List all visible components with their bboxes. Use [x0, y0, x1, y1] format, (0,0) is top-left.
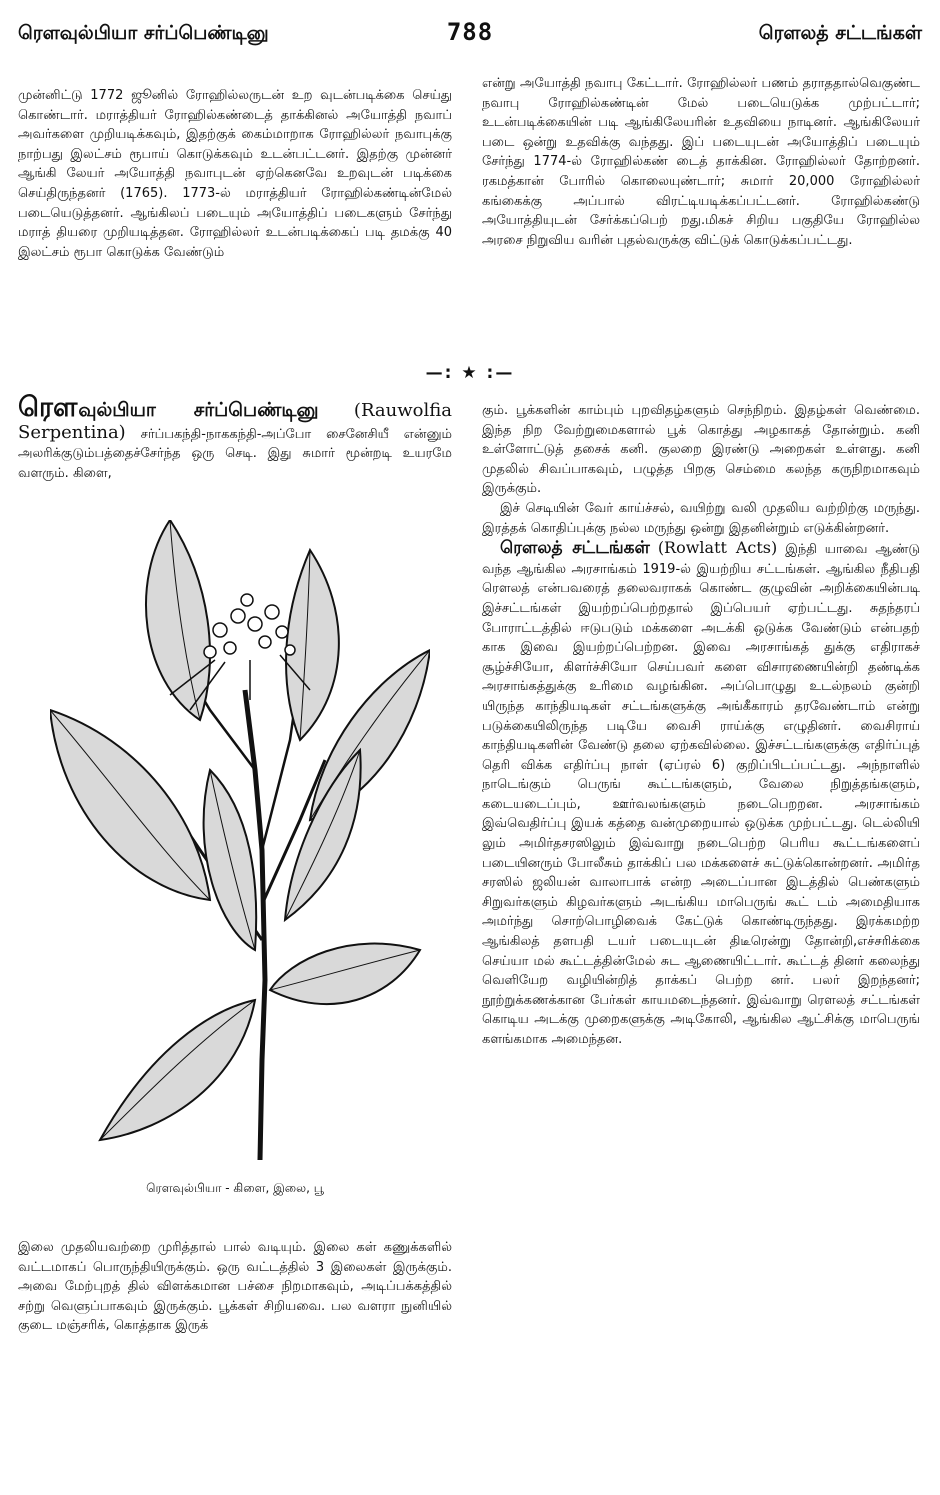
- rowlatt-text: இந்தி யாவை ஆண்டு வந்த ஆங்கில அரசாங்கம் 1919-ல் இயற்றிய சட்டங்கள். ஆங்கில நீதிபதி ரௌலத் என்பவரைத் தலைவராகக் கொண்ட குழுவின் அறிக்கையின்படி இச்சட்டங்கள் இயற்றப்பெற்றதால் இப்பெயர் ஏற்பட்டது. சுதந்தரப் போராட்டத்தில் ஈடுபடும் மக்களை அடக்கி ஒடுக்க வேண்டும் என்பதற் காக இவை இயற்றப்பெற்றன. இவை அரசாங்கத் துக்கு எதிராகச் சூழ்ச்சியோ, கிளர்ச்சியோ செய்பவர் களை விசாரணையின்றி தண்டிக்க அரசாங்கத்துக்கு உரிமை வழங்கின. அப்பொழுது உடல்நலம் குன்றி யிருந்த காந்தியடிகள் சட்டங்களுக்கு அங்கீகாரம் தரவேண்டாம் என்று படுக்கையிலிருந்த படியே வைசி ராய்க்கு எழுதினர். வைசிராய் காந்தியடிகளின் வேண்டு தலை ஏற்கவில்லை. இச்சட்டங்களுக்கு எதிர்ப்புத் தெரி விக்க எதிர்ப்பு நாள் (ஏப்ரல் 6) குறிப்பிடப்பட்டது. அந்நாளில் நாடெங்கும் பெருங் கூட்டங்களும், வேலை நிறுத்தங்களும், கடையடைப்பும், ஊர்வலங்களும் நடைபெறறன. அரசாங்கம் இவ்வெதிர்ப்பு இயக் கத்தை வன்முறையால் ஒடுக்க முற்பட்டது. டெல்லியி லும் அமிர்தசரஸிலும் இவ்வாறு நடைபெற்ற பெரிய கூட்டங்களைப் படையினரும் போலீசும் தாக்கிப் பல மக்களைச் சுட்டுக்கொன்றனர். அமிர்த சரஸில் ஜலியன் வாலாபாக் என்ற அடைப்பான இடத்தில் பெண்களும் சிறுவர்களும் கிழவர்களும் அடங்கிய மாபெருங் கூட் டம் அமைதியாக அமர்ந்து சொற்பொழிவைக் கேட்டுக் கொண்டிருந்தது. இரக்கமற்ற ஆங்கிலத் தளபதி டயர் படையுடன் திடீரென்று தோன்றி,எச்சரிக்கை செய்யா மல் கூட்டத்தின்மேல் சுட ஆணையிட்டார். கூட்டத் தினர் கலைந்து வெளியேற வழியின்றித் தாக்கப் பெற்ற னர். பலர் இறந்தனர்; நூற்றுக்கணக்கான பேர்கள் காயமடைந்தனர். இவ்வாறு ரௌலத் சட்டங்கள் கொடிய அடக்கு முறைகளுக்கு அடிகோலி, ஆங்கில ஆட்சிக்கு மாபெருங் களங்கமாக அமைந்தன.: [482, 542, 920, 1047]
- rauwolfia-flower-fruit-text: கும். பூக்களின் காம்பும் புறவிதழ்களும் செந்நிறம். இதழ்கள் வெண்மை. இந்த நிற வேற்றுமைகளால் பூக் கொத்து அழகாகத் தோன்றும். கனி உள்ளோட்டுத் தசைக் கனி. குலறை இரண்டு அறைகள் உள்ளது. கனி முதலில் சிவப்பாகவும், பழுத்த பிறகு செம்மை கலந்த கருநிறமாகவும் இருக்கும்.: [482, 403, 920, 497]
- rauwolfia-headword-rest: வுல்பியா சர்ப்பெண்டினு: [78, 399, 319, 421]
- rauwolfia-latin-name: (Rauwolfia Serpentina): [18, 400, 452, 443]
- top-left-column: [18, 86, 452, 262]
- rauwolfia-headword-big: ரௌ: [18, 392, 79, 423]
- page-number: 788: [446, 18, 494, 46]
- section-divider: —: ★ :—: [425, 363, 515, 383]
- header-right-title: ரௌலத் சட்டங்கள்: [758, 22, 922, 44]
- top-left-paragraph: முன்னிட்டு 1772 ஜூனில் ரோஹில்லருடன் உற வுடன்படிக்கை செய்து கொண்டார். மராத்தியர் ரோஹில்கண்டைத் தாக்கினல் அயோத்தி நவாப் அவர்களை முறியடிக்கவும், இதற்குக் கைம்மாறாக ரோஹில்லர் நவாபுக்கு நாற்பது இலட்சம் ரூபாய் கொடுக்கவும் உடன்பட்டனர். இதற்கு முன்னர் ஆங்கி லேயர் அயோத்தி நவாபுடன் ஏற்கெனவே உறவுடன் படிக்கை செய்திருந்தனர் (1765). 1773-ல் மராத்தியர் ரோஹில்கண்டின்மேல் படையெடுத்தனர். ஆங்கிலப் படையும் அயோத்திப் படைகளும் சேர்ந்து மராத் தியரை முறியடித்தன. ரோஹில்லர் உடன்படிக்கைப் படி தமக்கு 40 இலட்சம் ரூபா கொடுக்க வேண்டும்: [18, 88, 452, 260]
- top-right-paragraph: என்று அயோத்தி நவாபு கேட்டார். ரோஹில்லர் பணம் தராததால்வெகுண்ட நவாபு ரோஹில்கண்டின் மேல் படையெடுக்க முற்பட்டார்; உடன்படிக்கையின் படி ஆங்கிலேயரின் உதவியை நாடினர். ஆங்கிலேயர் படை ஒன்று உதவிக்கு வந்தது. இப் படையுடன் அயோத்திப் படையும் சேர்ந்து 1774-ல் ரோஹில்கண் டைத் தாக்கின. ரோஹில்லர் தோற்றனர். ரகமத்கான் போரில் கொலையுண்டார்; சுமார் 20,000 ரோஹில்லர் கங்கைக்கு அப்பால் விரட்டியடிக்கப்பட்டனர். ரோஹில்கண்டு அயோத்தியுடன் சேர்க்கப்பெற் றது.மிகச் சிறிய பகுதியே ரோஹில்ல அரசை நிறுவிய வரின் புதல்வருக்கு விட்டுக் கொடுக்கப்பட்டது.: [482, 76, 920, 248]
- running-header: [18, 18, 922, 58]
- header-left-title: ரௌவுல்பியா சர்ப்பெண்டினு: [18, 22, 269, 44]
- leaf-top-left: [146, 520, 210, 720]
- plant-illustration: [50, 520, 430, 1160]
- top-right-column: [482, 74, 920, 250]
- rauwolfia-bottom-left: [18, 1238, 452, 1336]
- rauwolfia-intro-text: சர்ப்பகந்தி-நாககந்தி-அப்போ சைனேசியீ என்னும் அலரிக்குடும்பத்தைச்சேர்ந்த ஒரு செடி. இது சுமார் மூன்றடி உயரமே வளரும். கிளை,: [18, 426, 452, 481]
- rauwolfia-medicinal-text: இச் செடியின் வேர் காய்ச்சல், வயிற்று வலி முதலிய வற்றிற்கு மருந்து. இரத்தக் கொதிப்புக்கு நல்ல மருந்து ஒன்று இதனின்றும் எடுக்கின்றனர்.: [482, 500, 920, 536]
- leaf-left-lower: [100, 1000, 255, 1140]
- right-lower-column: [482, 401, 920, 1050]
- rowlatt-latin-name: (Rowlatt Acts): [657, 538, 778, 558]
- illustration-caption: ரௌவுல்பியா - கிளை, இலை, பூ: [146, 1181, 324, 1195]
- leaf-right-lower: [270, 944, 420, 1005]
- rauwolfia-entry-intro: [18, 392, 452, 483]
- leaf-top-right: [286, 550, 339, 740]
- leaf-center: [204, 770, 257, 950]
- rauwolfia-leaf-description: இலை முதலியவற்றை முரித்தால் பால் வடியும். இலை கள் கணுக்களில் வட்டமாகப் பொருந்தியிருக்கும். ஒரு வட்டத்தில் 3 இலைகள் இருக்கும். அவை மேற்புறத் தில் விளக்கமான பச்சை நிறமாகவும், அடிப்பக்கத்தில் சற்று வெளுப்பாகவும் இருக்கும். பூக்கள் சிறியவை. பல வளரா நுனியில் குடை மஞ்சரிக், கொத்தாக இருக்: [18, 1240, 452, 1334]
- rowlatt-headword: ரௌலத் சட்டங்கள்: [500, 538, 650, 559]
